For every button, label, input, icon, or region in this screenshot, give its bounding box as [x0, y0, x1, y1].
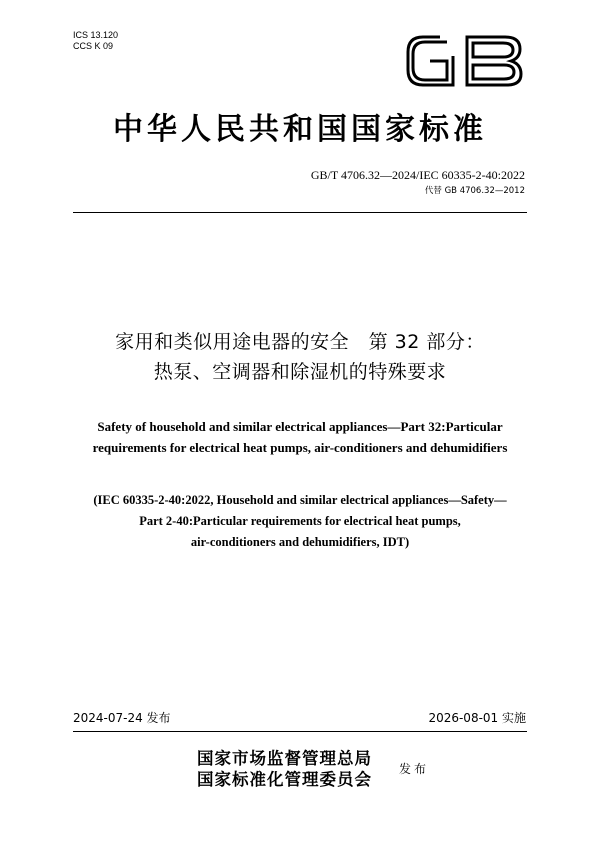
ics-code: ICS 13.120 [73, 30, 119, 40]
english-title-line-2: requirements for electrical heat pumps, air-conditioners and dehumidifiers [92, 440, 508, 455]
chinese-title [0, 327, 600, 387]
chinese-title-line-1: 家用和类似用途电器的安全 第 32 部分： [115, 331, 485, 353]
bottom-divider [73, 731, 527, 732]
iec-title-line-2: Part 2-40:Particular requirements for electrical heat pumps, [139, 514, 461, 528]
implementation-date: 2026-08-01 实施 [428, 711, 526, 725]
classification-codes [73, 30, 118, 52]
iec-title-line-1: (IEC 60335-2-40:2022, Household and similar electrical appliances—Safety— [93, 493, 507, 507]
issuer-title: 中华人民共和国国家标准 [113, 112, 487, 147]
ccs-code: CCS K 09 [73, 41, 114, 51]
english-title [0, 416, 600, 458]
chinese-title-line-2: 热泵、空调器和除湿机的特殊要求 [153, 361, 447, 383]
iec-title-line-3: air-conditioners and dehumidifiers, IDT) [190, 535, 410, 549]
iec-equivalent-title [0, 490, 600, 553]
standard-number: GB/T 4706.32—2024/IEC 60335-2-40:2022 [310, 168, 525, 182]
replaces-note: 代替 GB 4706.32—2012 [424, 186, 525, 196]
release-date: 2024-07-24 发布 [73, 711, 171, 725]
issuing-body-1: 国家市场监督管理总局 [197, 749, 372, 768]
gb-logo [405, 34, 525, 88]
issuing-body-2: 国家标准化管理委员会 [197, 770, 372, 789]
top-divider [73, 212, 527, 213]
english-title-line-1: Safety of household and similar electrical appliances—Part 32:Particular [97, 419, 503, 434]
gb-logo-text: GB [465, 34, 467, 35]
publish-label: 发布 [399, 762, 430, 776]
issuing-bodies [197, 748, 372, 790]
